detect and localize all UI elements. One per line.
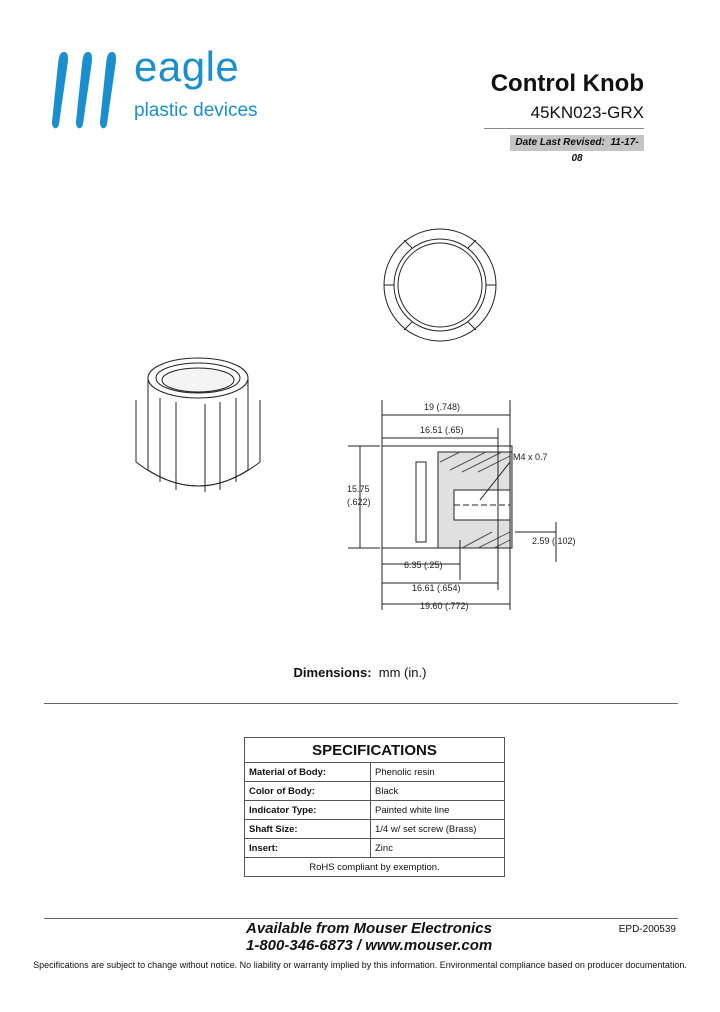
logo-wordmark: eagle	[134, 43, 240, 90]
dim-thread: M4 x 0.7	[513, 452, 548, 462]
spec-label: Color of Body:	[245, 782, 371, 801]
dim-width-b: 19.60 (.772)	[420, 601, 469, 611]
dimensions-label: Dimensions:	[293, 665, 372, 680]
dim-set-screw-offset: 2.59 (.102)	[532, 536, 576, 546]
dim-overall-width: 19 (.748)	[424, 402, 461, 412]
knob-isometric-view	[136, 358, 260, 492]
availability-block	[246, 921, 492, 954]
spec-row	[245, 801, 505, 820]
technical-drawing	[0, 200, 720, 620]
disclaimer: Specifications are subject to change without notice. No liability or warranty implied by this information. Environmental compliance based on producer documentation.	[33, 960, 687, 970]
section-divider	[44, 703, 678, 704]
revision-bar	[510, 135, 644, 164]
page-title: Control Knob	[490, 70, 644, 97]
dimensions-caption	[0, 665, 720, 680]
part-number: 45KN023-GRX	[530, 103, 644, 122]
top-view-ring	[384, 229, 496, 341]
spec-label: Shaft Size:	[245, 820, 371, 839]
eagle-logo-icon	[50, 48, 134, 132]
dimensions-units: mm (in.)	[378, 665, 427, 680]
dim-height-in: (.622)	[347, 497, 371, 507]
spec-row	[245, 763, 505, 782]
dim-cap-width: 16.51 (.65)	[420, 425, 464, 435]
availability-text: Available from Mouser Electronics	[246, 920, 492, 937]
dim-shaft-depth: 6.35 (.25)	[404, 560, 443, 570]
rohs-note: RoHS compliant by exemption.	[245, 858, 505, 877]
spec-value: Black	[371, 782, 505, 801]
spec-value: Painted white line	[371, 801, 505, 820]
spec-label: Insert:	[245, 839, 371, 858]
specifications-table	[244, 737, 505, 877]
spec-row	[245, 839, 505, 858]
revision-date: 11-17-08	[571, 137, 639, 164]
spec-row	[245, 782, 505, 801]
spec-row	[245, 820, 505, 839]
spec-label: Material of Body:	[245, 763, 371, 782]
spec-value: 1/4 w/ set screw (Brass)	[371, 820, 505, 839]
contact-link[interactable]: 1-800-346-6873 / www.mouser.com	[246, 936, 493, 954]
specifications-heading: SPECIFICATIONS	[245, 738, 505, 763]
spec-label: Indicator Type:	[245, 801, 371, 820]
spec-value: Phenolic resin	[371, 763, 505, 782]
knob-section-view	[382, 446, 512, 548]
logo-tagline: plastic devices	[134, 100, 258, 121]
revision-label: Date Last Revised:	[515, 137, 605, 148]
spec-value: Zinc	[371, 839, 505, 858]
document-id: EPD-200539	[618, 924, 676, 935]
footer-divider	[44, 918, 678, 919]
dim-width-a: 16.61 (.654)	[412, 583, 461, 593]
dim-height: 15.75	[347, 484, 370, 494]
title-divider	[484, 128, 644, 129]
